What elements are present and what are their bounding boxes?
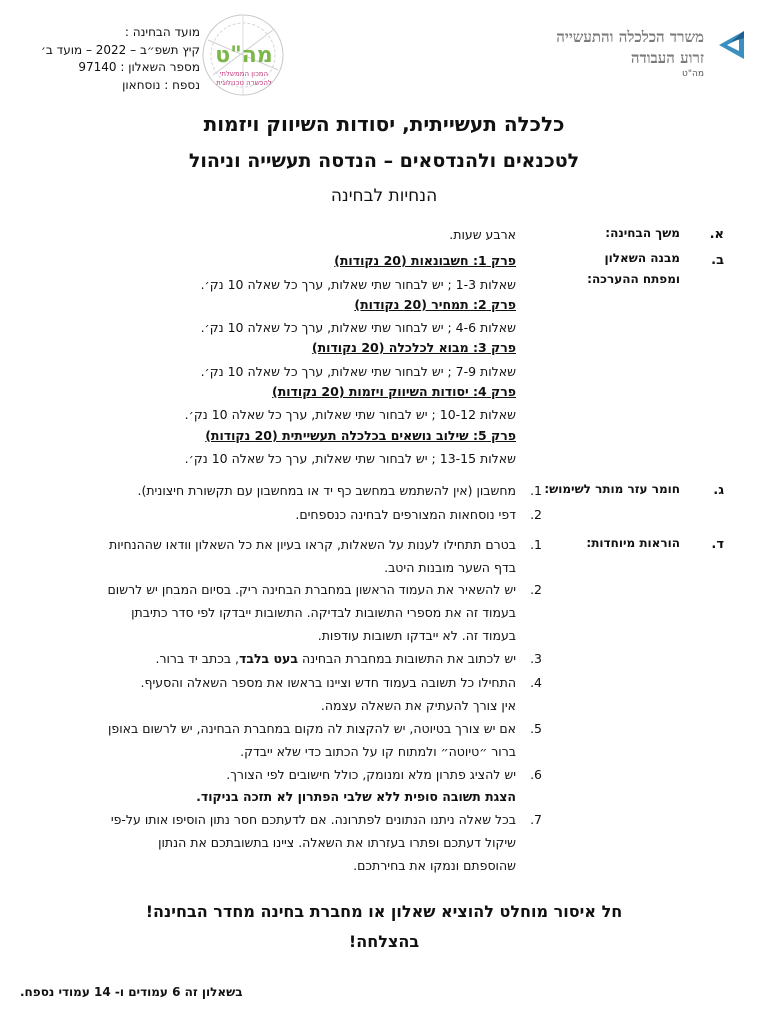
d-item-7-line-2: שיקול דעתכם ופתרו בעזרתו את השאלה. ציינו בתשובתכם את הנתון [158,835,516,850]
d-item-1-line-1: בטרם תתחילו לענות על השאלות, קראו בעיון את כל השאלון וודאו שההנחיות [109,537,516,552]
section-b-label: מבנה השאלון ומפתח ההערכה: [587,251,680,286]
section-a-value: ארבע שעות. [449,227,516,242]
logo-caption-2: להכשרה טכנולוגית [216,79,272,87]
d-item-2-line-3: בעמוד זה. לא ייבדקו תשובות עודפות. [317,628,516,643]
warning-text: חל איסור מוחלט להוציא שאלון או מחברת בחינה מחדר הבחינה! [145,902,623,921]
d-item-7-num: 7. [530,812,542,827]
d-item-6-line: יש להציג פתרון מלא ומנומק, כולל חישובים לפי הצורך. [226,767,516,782]
d-item-7-line-1: בכל שאלה ניתנו הנתונים לפתרונה. אם לדעתכם חסר נתון הוסיפו אותו על-פי [110,812,516,827]
ministry-sub: מה"ט [682,69,704,79]
d-item-2-line-1: יש להשאיר את העמוד הראשון במחברת הבחינה ריק. בסיום המבחן יש לרשום [107,582,516,597]
part-4-desc: שאלות 10-12 ; יש לבחור שתי שאלות, ערך כל שאלה 10 נק׳. [184,407,516,422]
mahat-logo [198,10,288,100]
g-item-1-text: מחשבון (אין להשתמש במחשב כף יד או במחשבון עם תקשורת חיצונית). [137,483,516,498]
exam-session: קיץ תשפ״ב – 2022 – מועד ב׳ [40,42,200,57]
d-item-2-num: 2. [530,582,542,597]
exam-date-label: מועד הבחינה : [124,25,200,39]
d-item-4-num: 4. [530,675,542,690]
d-item-5-line-2: ברור ״טיוטה״ ולמתוח קו על הכתוב כדי שלא ייבדק. [240,744,516,759]
page-count-footer: בשאלון זה 6 עמודים ו- 14 עמודי נספח. [20,985,243,999]
d-item-3-bold: בעט בלבד [239,651,298,666]
d-item-6-bold-line: הצגת תשובה סופית ללא שלבי הפתרון לא תזכה בניקוד. [196,789,516,804]
instructions-heading: הנחיות לבחינה [330,186,438,206]
good-luck-text: בהצלחה! [348,932,420,951]
sub-title: לטכנאים ולהנדסאים – הנדסה תעשייה וניהול [188,150,580,172]
part-2-title: פרק 2: תמחיר (20 נקודות) [354,297,516,312]
ministry-name: משרד הכלכלה והתעשייה [556,28,704,46]
exam-info [20,24,200,94]
section-g-letter: ג. [713,483,724,498]
section-a-label: משך הבחינה: [605,226,680,240]
exam-appendix: נספח : נוסחאון [122,77,200,92]
d-item-1-num: 1. [530,537,542,552]
exam-number: מספר השאלון : 97140 [78,60,200,74]
part-3-title: פרק 3: מבוא לכלכלה (20 נקודות) [311,340,516,355]
g-item-2-num: 2. [530,507,542,522]
section-g-label: חומר עזר מותר לשימוש: [544,482,680,496]
section-d-label: הוראות מיוחדות: [586,536,680,550]
d-item-3-num: 3. [530,651,542,666]
g-item-2-text: דפי נוסחאות המצורפים לבחינה כנספחים. [295,507,516,522]
d-item-6-num: 6. [530,767,542,782]
d-item-3-text [156,651,517,666]
main-title: כלכלה תעשייתית, יסודות השיווק ויזמות [203,112,565,136]
d-item-3-pre: יש לכתוב את התשובות במחברת הבחינה [297,651,516,666]
part-1-desc: שאלות 1-3 ; יש לבחור שתי שאלות, ערך כל שאלה 10 נק׳. [200,277,516,292]
d-item-2-line-2: בעמוד זה את מספרי התשובות לבדיקה. התשובות ייבדקו לפי סדר כתיבתן [131,605,516,620]
d-item-3-post: , בכתב יד ברור. [155,651,240,666]
logo-text: מה"ט [215,43,273,68]
section-a-letter: א. [709,227,724,242]
d-item-5-num: 5. [530,721,542,736]
part-2-desc: שאלות 4-6 ; יש לבחור שתי שאלות, ערך כל שאלה 10 נק׳. [200,320,516,335]
g-item-1-num: 1. [530,483,542,498]
part-5-desc: שאלות 13-15 ; יש לבחור שתי שאלות, ערך כל שאלה 10 נק׳. [184,451,516,466]
d-item-4-line-1: התחילו כל תשובה בעמוד חדש וציינו בראשו את מספר השאלה והסעיף. [140,675,516,690]
ministry-arm: זרוע העבודה [630,49,704,67]
part-3-desc: שאלות 7-9 ; יש לבחור שתי שאלות, ערך כל שאלה 10 נק׳. [200,364,516,379]
d-item-4-line-2: אין צורך להעתיק את השאלה עצמה. [320,698,516,713]
part-4-title: פרק 4: יסודות השיווק ויזמות (20 נקודות) [272,384,516,399]
d-item-1-line-2: בדף השער מובנות היטב. [384,560,516,575]
section-d-letter: ד. [711,537,724,552]
d-item-7-line-3: שהוספתם ונמקו את בחירתכם. [353,858,516,873]
ministry-logo-icon [714,28,748,62]
part-1-title: פרק 1: חשבונאות (20 נקודות) [334,253,516,268]
logo-caption-1: המכון הממשלתי [219,70,269,78]
d-item-5-line-1: אם יש צורך בטיוטה, יש להקצות לה מקום במחברת הבחינה, יש לרשום באופן [108,721,516,736]
part-5-title: פרק 5: שילוב נושאים בכלכלה תעשייתית (20 נקודות) [205,428,516,443]
section-b-letter: ב. [711,253,724,268]
